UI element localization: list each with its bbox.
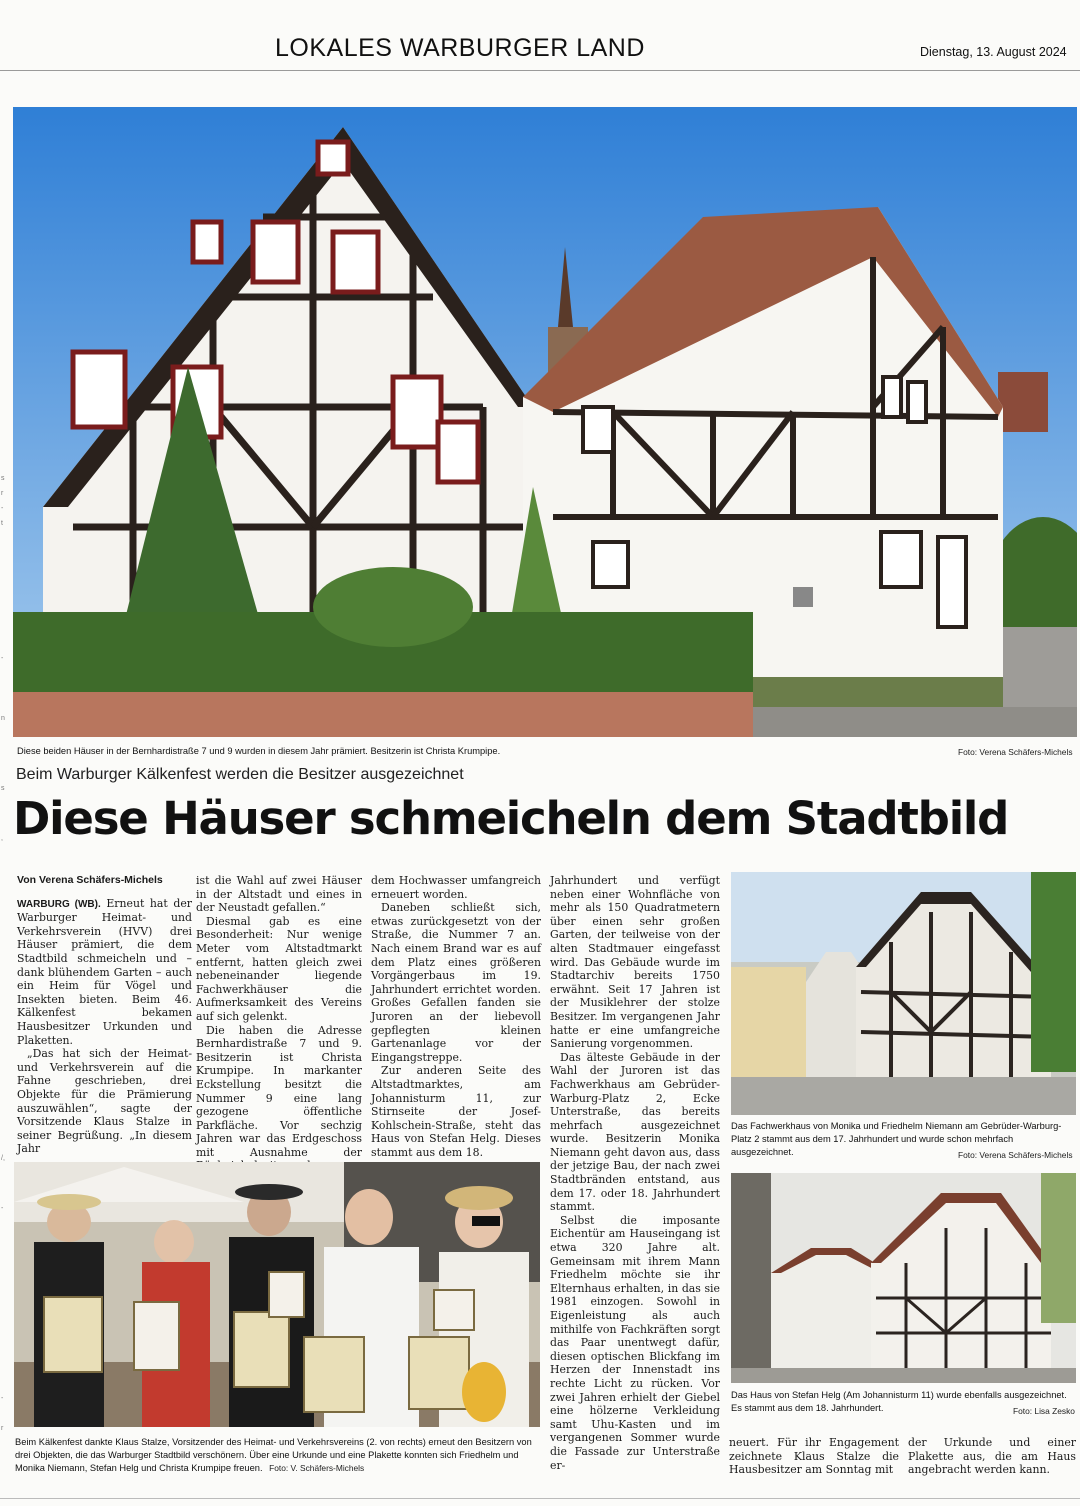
paragraph: Das älteste Gebäude in der Wahl der Juroren ist das Fachwerkhaus am Gebrüder-Warburg-Platz 2, Ecke Unterstraße, das bereits mehrfach ausgezeichnet wurde. Besitzerin Monika Niemann geht davon aus, dass der jetzige Bau, der nach zwei Stadtbränden entstand, aus dem 17. oder 18. Jahrhundert stammt.	[550, 1050, 720, 1214]
bottom-divider	[0, 1498, 1080, 1499]
award-ceremony-caption: Beim Kälkenfest dankte Klaus Stalze, Vorsitzender des Heimat- und Verkehrsvereins (2. von rechts) erneut den Besitzern von drei Objekten, die das Warburger Stadtbild verschönern. Über eine Urkunde und eine Plakette konnten sich Friedhelm und Monika Niemann, Stefan Helg und Christa Krumpipe freuen. Foto: V. Schäfers-Michels	[15, 1437, 532, 1473]
paragraph: Zur anderen Seite des Altstadtmarktes, am Johannisturm 11, zur Stirnseite der Josef-Kohlschein-Straße, steht das Haus von Stefan Helg. Dieses stammt aus dem 18.	[371, 1064, 541, 1159]
article-headline: Diese Häuser schmeicheln dem Stadtbild	[13, 792, 1009, 845]
section-title: LOKALES WARBURGER LAND	[275, 34, 645, 62]
issue-date: Dienstag, 13. August 2024	[920, 45, 1067, 59]
niemann-house-caption: Das Fachwerkhaus von Monika und Friedhelm Niemann am Gebrüder-Warburg-Platz 2 stammt aus dem 17. Jahrhundert und wurde schon mehrfach ausgezeichnet.	[731, 1121, 1062, 1157]
article-column-6-end: der Urkunde und einer Plakette aus, die am Haus angebracht werden kann.	[908, 1436, 1076, 1477]
paragraph: WARBURG (WB). Erneut hat der Warburger Heimat- und Verkehrsverein (HVV) drei Häuser prämiert, die dem Stadtbild schmeicheln und – dank blühendem Garten – auch ein Heim für Vögel und Insekten bieten. Beim 46. Kälkenfest bekamen Hausbesitzer Urkunden und Plaketten.	[17, 896, 192, 1047]
helg-house-caption: Das Haus von Stefan Helg (Am Johannisturm 11) wurde ebenfalls ausgezeichnet. Es stammt aus dem 18. Jahrhundert.	[731, 1390, 1067, 1413]
article-column-3	[371, 874, 541, 1159]
adjacent-page-strip: s r - t - n s , /, - - r	[1, 475, 5, 1432]
article-column-5-end: neuert. Für ihr Engagement zeichnete Klaus Stalze die Hausbesitzer am Sonntag mit	[729, 1436, 899, 1477]
article-kicker: Beim Warburger Kälkenfest werden die Besitzer ausgezeichnet	[16, 766, 464, 783]
paragraph: Diesmal gab es eine Besonderheit: Nur wenige Meter vom Altstadtmarkt entfernt, hatten gleich zwei nebeneinander liegende Fachwerkhäuser die Aufmerksamkeit des Vereins auf sich gelenkt.	[196, 914, 362, 1023]
paragraph: „Das hat sich der Heimat- und Verkehrsverein auf die Fahne geschrieben, drei Objekte für die Prämierung auszuwählen“, sagte der Vorsitzende Klaus Stalze in seiner Begrüßung. „In diesem Jahr	[17, 1047, 192, 1156]
paragraph: Selbst die imposante Eichentür am Hauseingang ist etwa 320 Jahre alt. Gemeinsam mit ihrem Mann Friedhelm möchte sie ihr Elternhaus erhalten, in das sie 1981 einzogen. Sowohl in Eigenleistung als auch mithilfe von Fachkräften sorgt das Paar unentwegt dafür, diesen optischen Blickfang im Herzen der Innenstadt ins rechte Licht zu rücken. Vor zwei Jahren erhielt der Giebel eine hölzerne Verkleidung samt Uhu-Kasten und im vergangenen Sommer wurde die Fassade zur Unterstraße er-	[550, 1213, 720, 1472]
helg-house-photo	[731, 1173, 1076, 1383]
paragraph: Jahrhundert und verfügt neben einer Wohnfläche von mehr als 150 Quadratmetern über einen sehr großen Garten, der teilweise von der alten Stadtmauer eingefasst wird. Das Gebäude wurde im Stadtarchiv bereits 1750 erwähnt. Seit 17 Jahren ist der Musiklehrer der stolze Besitzer. Im vergangenen Jahr hatte er eine umfangreiche Sanierung vorgenommen.	[550, 874, 720, 1051]
main-photo-credit: Foto: Verena Schäfers-Michels	[958, 747, 1073, 757]
niemann-house-credit: Foto: Verena Schäfers-Michels	[958, 1150, 1073, 1160]
main-photo-caption: Diese beiden Häuser in der Bernhardistraße 7 und 9 wurden in diesem Jahr prämiert. Besitzerin ist Christa Krumpipe.	[17, 746, 501, 756]
article-column-1	[17, 874, 192, 1156]
article-column-4	[550, 874, 720, 1472]
main-photo	[13, 107, 1077, 737]
award-ceremony-photo	[14, 1162, 540, 1427]
paragraph: Daneben schließt sich, etwas zurückgesetzt von der Straße, die Nummer 7 an. Nach einem Brand war es auf dem Platz eines größeren Vorgängerbaus im 19. Jahrhundert errichtet worden. Großes Gefallen fanden sie Juroren an der liebevoll gepflegten kleinen Gartenanlage vor der Eingangstreppe.	[371, 901, 541, 1064]
paragraph: dem Hochwasser umfangreich erneuert worden.	[371, 874, 541, 901]
article-column-2	[196, 874, 362, 1173]
paragraph: ist die Wahl auf zwei Häuser in der Altstadt und eines in der Neustadt gefallen.“	[196, 874, 362, 915]
paragraph: Die haben die Adresse Bernhardistraße 7 und 9. Besitzerin ist Christa Krumpipe. In markanter Eckstellung besitzt die Nummer 9 eine lang gezogene öffentliche Parkfläche. Vor sechzig Jahren war das Erdgeschoss mit Ausnahme der	[196, 1023, 362, 1159]
helg-house-credit: Foto: Lisa Zesko	[1013, 1406, 1075, 1416]
dateline: WARBURG (WB).	[17, 898, 101, 910]
award-ceremony-credit: Foto: V. Schäfers-Michels	[269, 1463, 365, 1473]
header-divider	[0, 70, 1080, 71]
niemann-house-photo	[731, 872, 1076, 1115]
byline: Von Verena Schäfers-Michels	[17, 874, 163, 886]
